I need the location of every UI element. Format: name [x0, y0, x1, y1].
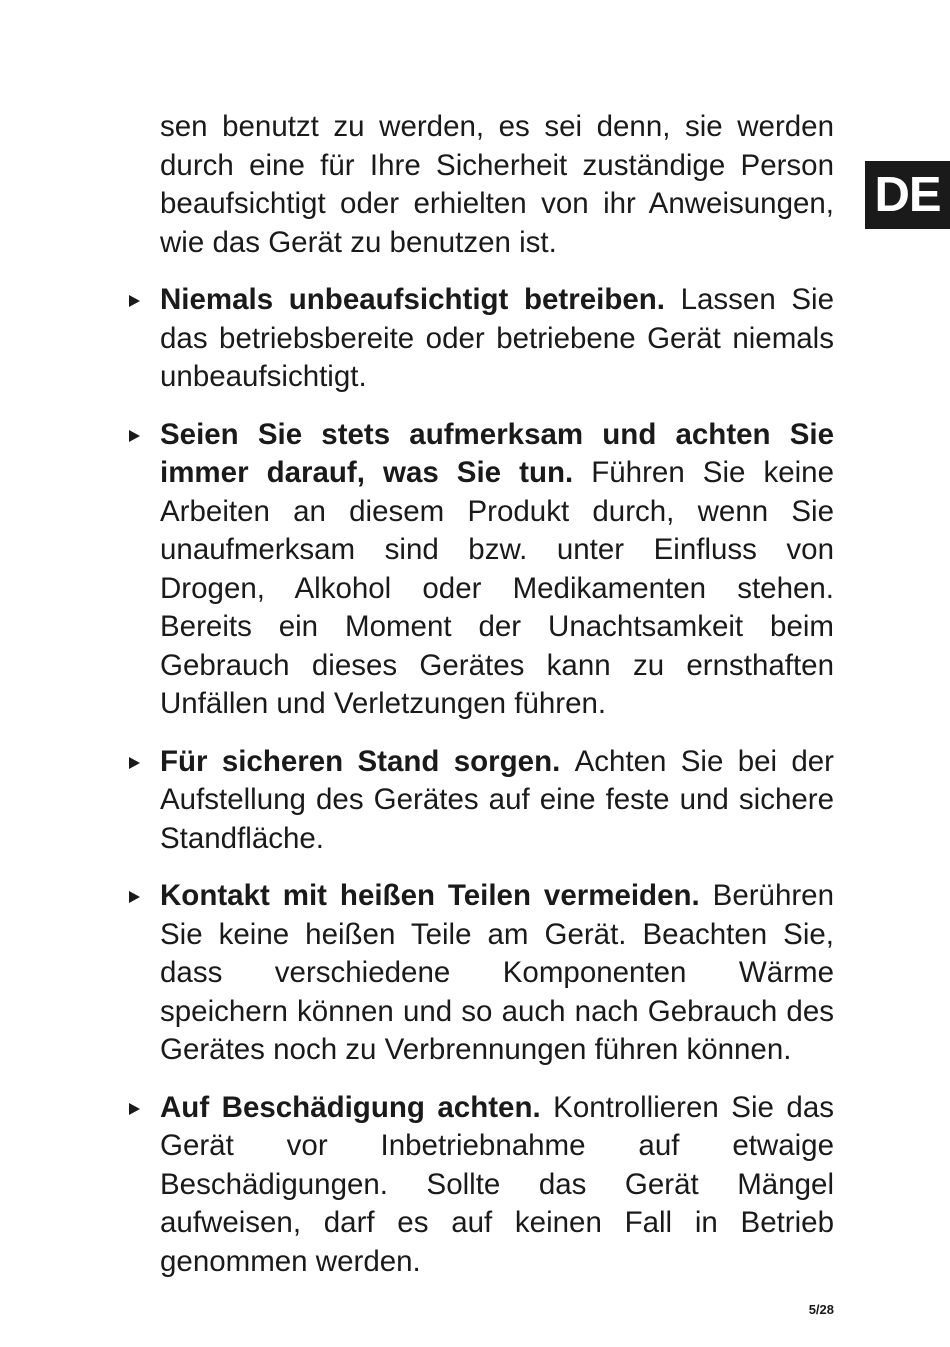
- safety-item-title: Für sicheren Stand sorgen.: [160, 744, 575, 778]
- safety-item: [160, 743, 834, 859]
- triangle-bullet-icon: [129, 1103, 140, 1115]
- safety-item-title: Seien Sie stets aufmerksam und achten Sie immer darauf, was Sie tun.: [160, 417, 834, 489]
- document-body: [160, 108, 834, 1281]
- triangle-bullet-icon: [129, 757, 140, 769]
- safety-item-body: Berühren Sie keine heißen Teile am Gerät. Beachten Sie, dass verschiedene Komponenten Wärme speichern können und so auch nach Gebrauch des Gerätes noch zu Verbrennungen führen können.: [160, 879, 834, 1066]
- safety-item: [160, 416, 834, 724]
- intro-paragraph: sen benutzt zu werden, es sei denn, sie werden durch eine für Ihre Sicherheit zuständige Person beaufsichtigt oder erhielten von ihr Anweisungen, wie das Gerät zu benutzen ist.: [160, 110, 834, 259]
- safety-item-title: Auf Beschädigung achten.: [160, 1090, 554, 1124]
- safety-item-title: Niemals unbeaufsichtigt betreiben.: [160, 283, 681, 316]
- safety-item: [160, 877, 834, 1070]
- safety-item-body: Kontrollieren Sie das Gerät vor Inbetriebnahme auf etwaige Beschädigungen. Sollte das Gerät Mängel aufweisen, darf es auf keinen Fall in Betrieb genommen werden.: [160, 1090, 834, 1278]
- safety-item: [160, 281, 834, 397]
- triangle-bullet-icon: [129, 891, 140, 903]
- triangle-bullet-icon: [129, 295, 140, 307]
- language-tab: DE: [865, 161, 950, 229]
- page-number: 5/28: [808, 1302, 834, 1317]
- triangle-bullet-icon: [129, 430, 140, 442]
- safety-item-body: Achten Sie bei der Aufstellung des Gerätes auf eine feste und sichere Standfläche.: [160, 744, 834, 855]
- safety-item-title: Kontakt mit heißen Teilen vermeiden.: [160, 879, 713, 912]
- safety-item-body: Lassen Sie das betriebsbereite oder betriebene Gerät niemals unbeaufsichtigt.: [160, 283, 834, 393]
- safety-item: [160, 1089, 834, 1282]
- safety-item-body: Führen Sie keine Arbeiten an diesem Produkt durch, wenn Sie unaufmerksam sind bzw. unter Einfluss von Drogen, Alkohol oder Medikamenten stehen. Bereits ein Moment der Unachtsamkeit beim Gebrauch dieses Gerätes kann zu ernsthaften Unfällen und Verletzungen führen.: [160, 456, 834, 720]
